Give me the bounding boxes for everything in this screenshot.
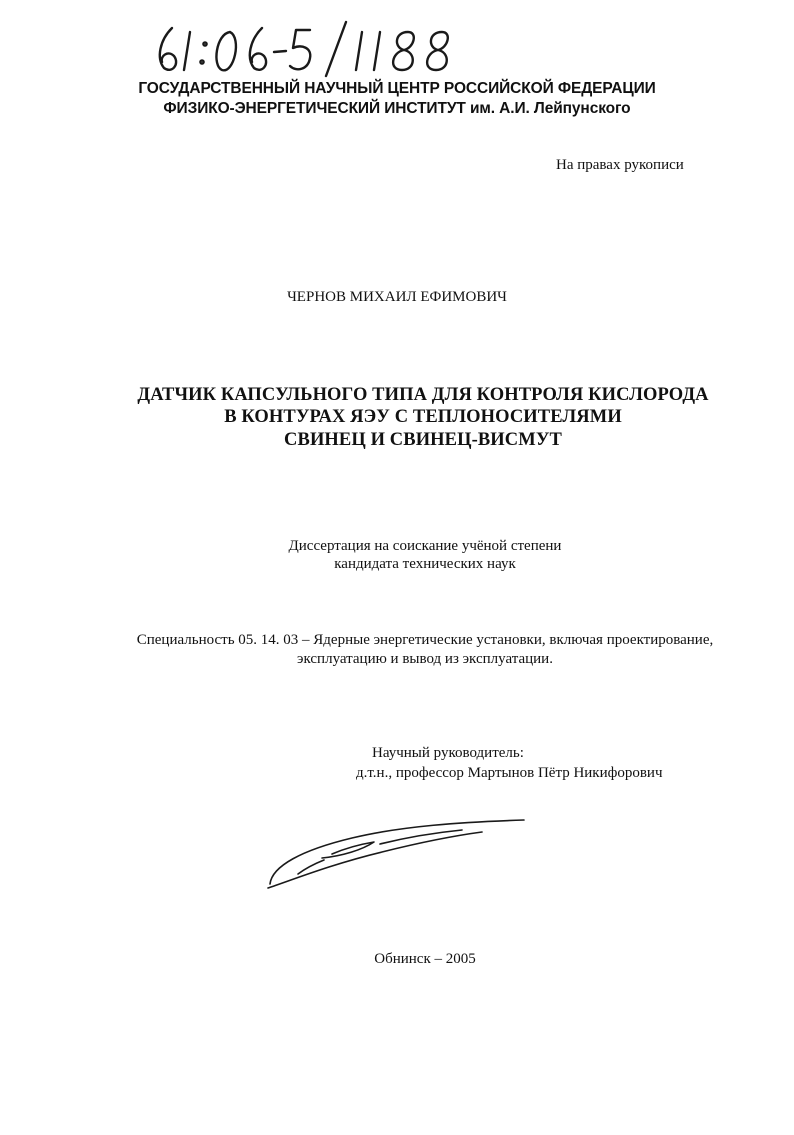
author-name: ЧЕРНОВ МИХАИЛ ЕФИМОВИЧ bbox=[287, 289, 507, 305]
signature-image bbox=[262, 814, 532, 894]
thesis-title-line-3: СВИНЕЦ И СВИНЕЦ-ВИСМУТ bbox=[284, 430, 562, 450]
institution-line-2: ФИЗИКО-ЭНЕРГЕТИЧЕСКИЙ ИНСТИТУТ им. А.И. Лейпунского bbox=[163, 100, 631, 117]
archive-code-handwritten bbox=[150, 18, 470, 78]
advisor-name: д.т.н., профессор Мартынов Пётр Никифорович bbox=[356, 765, 663, 781]
thesis-title-line-1: ДАТЧИК КАПСУЛЬНОГО ТИПА ДЛЯ КОНТРОЛЯ КИСЛОРОДА bbox=[137, 385, 709, 405]
specialty-line-2: эксплуатацию и вывод из эксплуатации. bbox=[297, 651, 553, 667]
city-year: Обнинск – 2005 bbox=[374, 951, 476, 967]
advisor-label: Научный руководитель: bbox=[372, 745, 524, 761]
specialty-line-1: Специальность 05. 14. 03 – Ядерные энергетические установки, включая проектирование, bbox=[136, 632, 714, 648]
institution-line-1: ГОСУДАРСТВЕННЫЙ НАУЧНЫЙ ЦЕНТР РОССИЙСКОЙ ФЕДЕРАЦИИ bbox=[138, 80, 656, 97]
degree-line-1: Диссертация на соискание учёной степени bbox=[288, 538, 562, 554]
manuscript-rights-note: На правах рукописи bbox=[556, 157, 684, 173]
thesis-title-line-2: В КОНТУРАХ ЯЭУ С ТЕПЛОНОСИТЕЛЯМИ bbox=[224, 407, 622, 427]
degree-line-2: кандидата технических наук bbox=[334, 556, 516, 572]
